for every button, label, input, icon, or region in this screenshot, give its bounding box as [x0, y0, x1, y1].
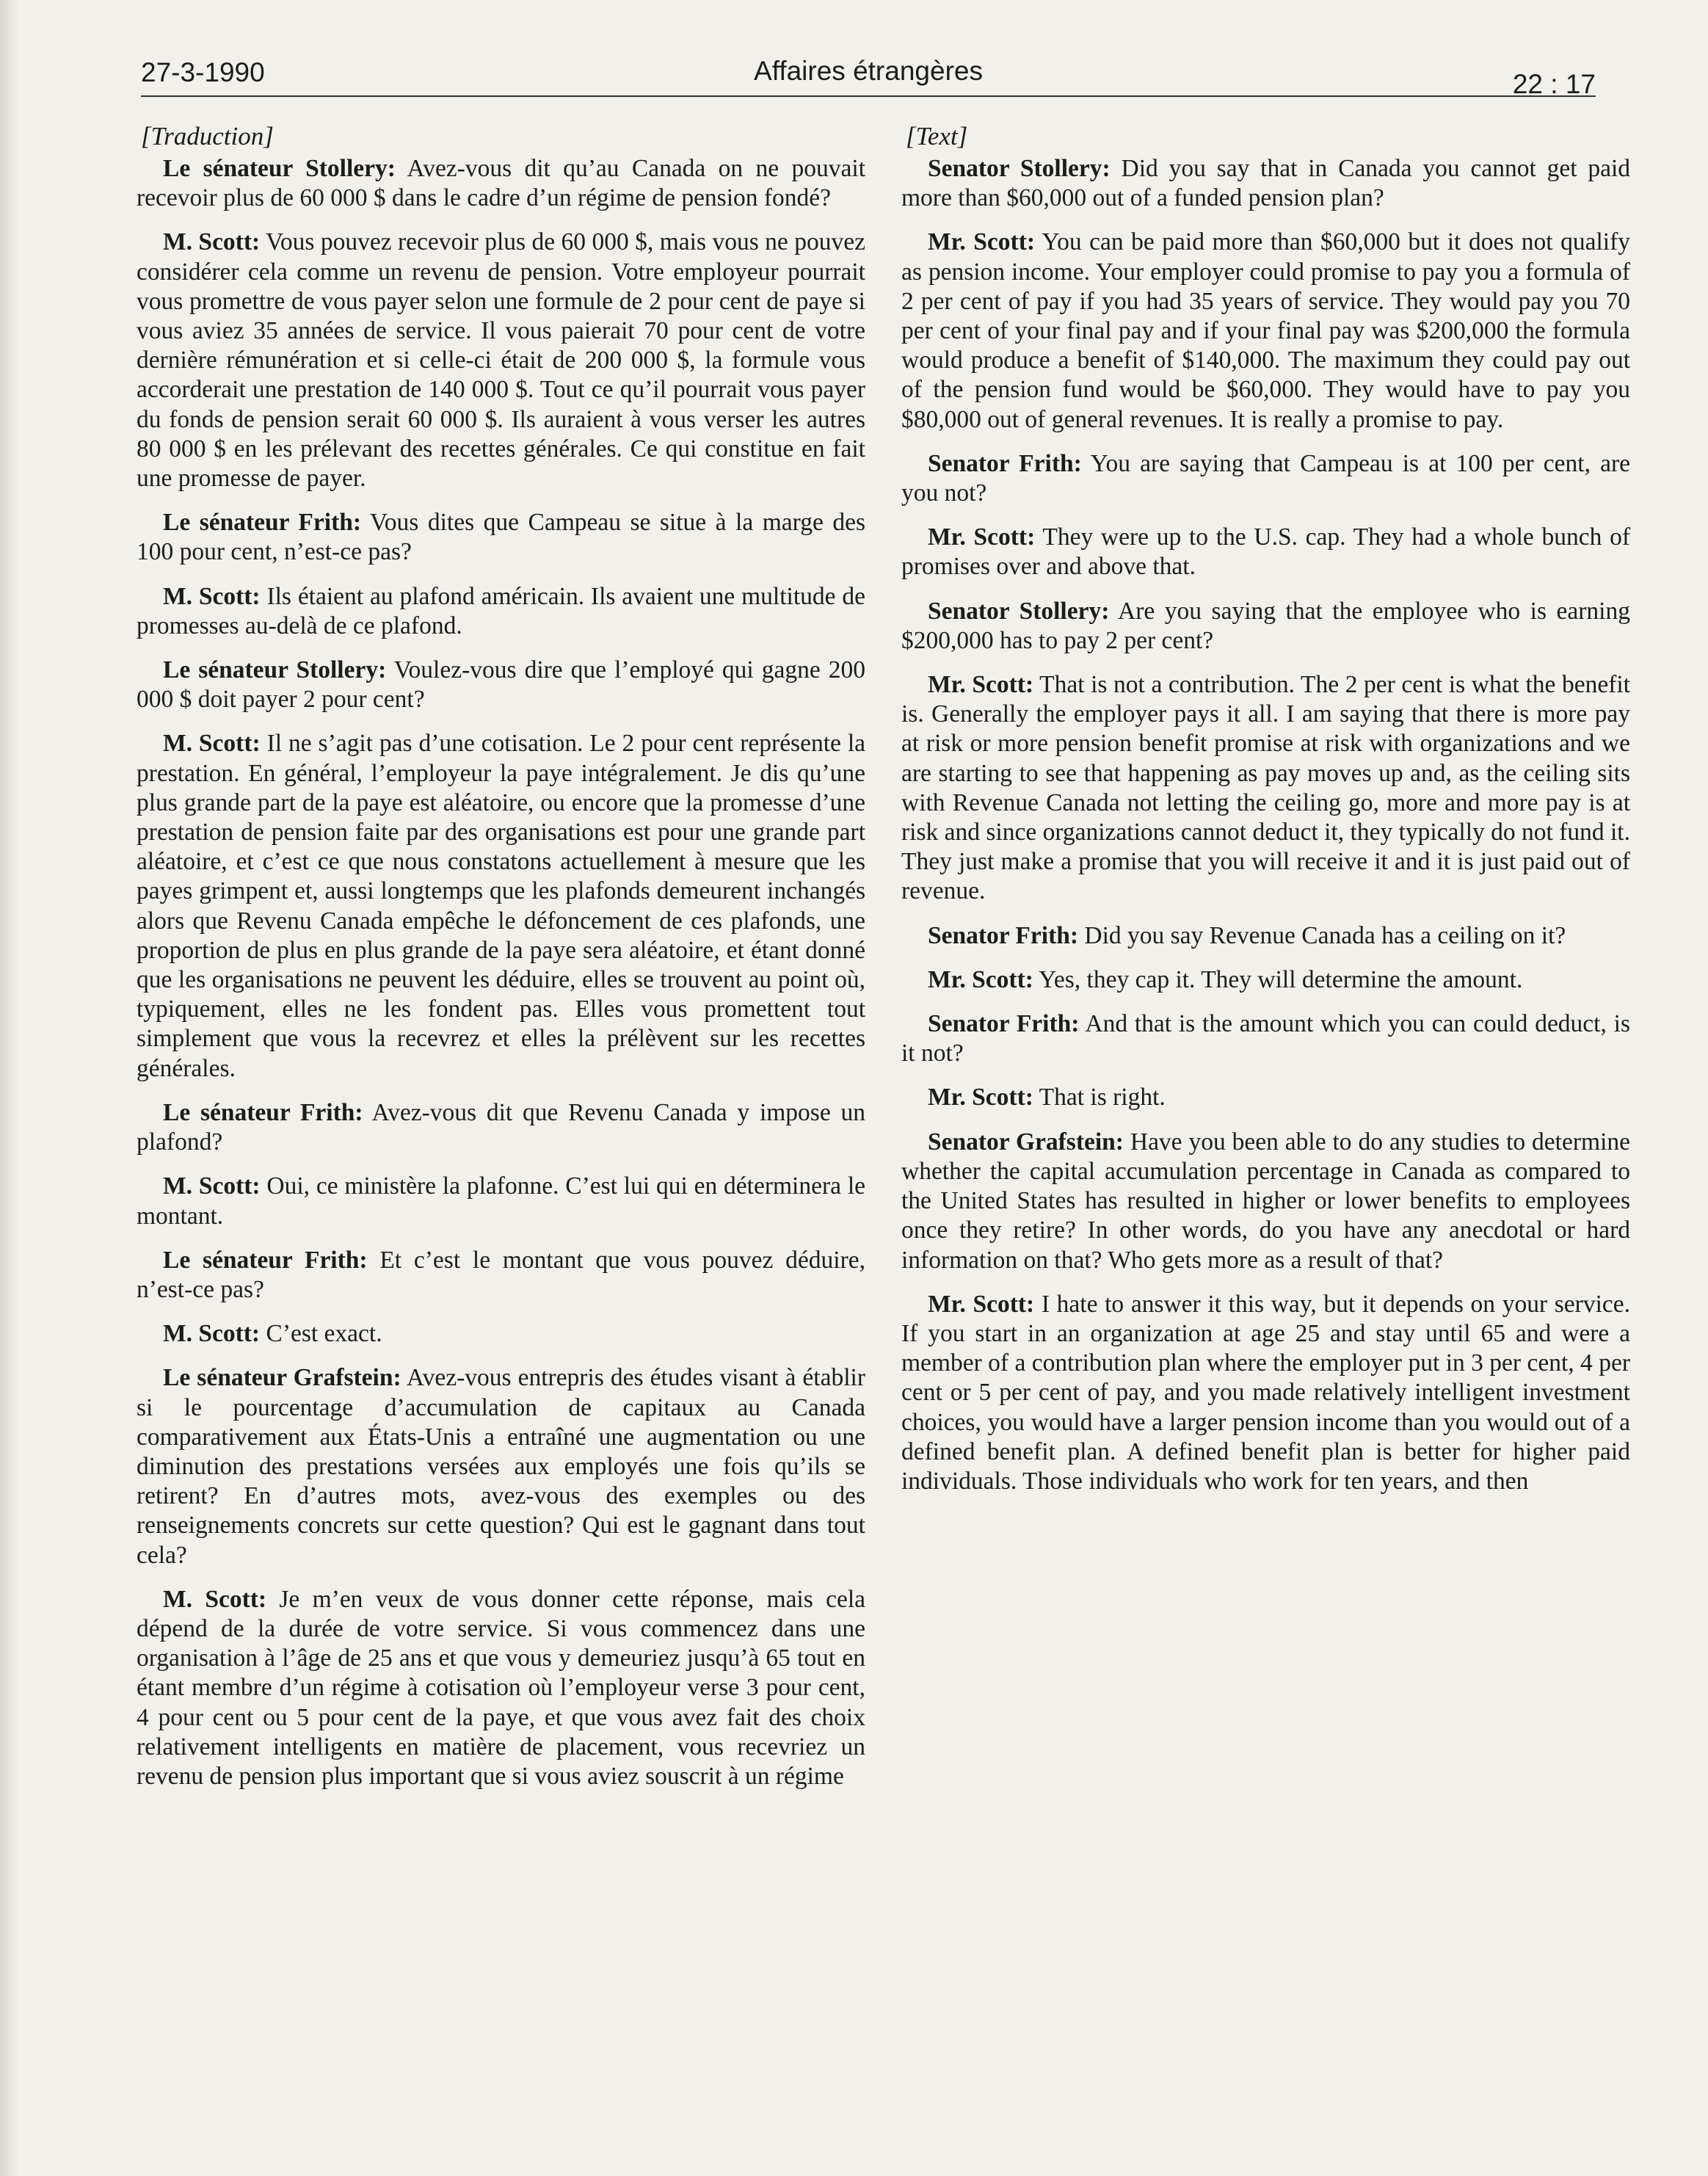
speaker-name: Mr. Scott: [928, 1084, 1033, 1111]
speaker-name: M. Scott: [163, 730, 261, 758]
speech-text: Vous pouvez recevoir plus de 60 000 $, mais vous ne pouvez considérer cela comme un revenu de pension. Votre employeur pourrait vous promettre de vous payer selon une formule de 2 pour cent de paye si vous aviez 35 années de service. Il vous paierait 70 pour cent de votre dernière rémunération et si celle-ci était de 200 000 $, la formule vous accorderait une prestation de 140 000 $. Tout ce qu’il pourrait vous payer du fonds de pension serait 60 000 $. Ils auraient à vous verser les autres 80 000 $ en les prélevant des recettes générales. Ce qui constitue en fait une promesse de payer. [137, 228, 865, 493]
speaker-name: Senator Stollery: [928, 155, 1111, 182]
speech-paragraph [137, 154, 865, 213]
speaker-name: Senator Frith: [928, 449, 1082, 477]
speech-paragraph [901, 1290, 1630, 1496]
speech-text: That is right. [1039, 1084, 1166, 1111]
speech-paragraph [137, 1363, 865, 1570]
speaker-name: Senator Frith: [928, 1010, 1080, 1038]
speech-text: They were up to the U.S. cap. They had a whole bunch of promises over and above that. [901, 523, 1630, 581]
speaker-name: Le sénateur Stollery: [163, 155, 396, 182]
speaker-name: M. Scott: [163, 1585, 267, 1613]
speaker-name: Le sénateur Frith: [163, 1246, 368, 1274]
speaker-name: M. Scott: [163, 1320, 261, 1348]
speaker-name: Mr. Scott: [928, 1290, 1035, 1318]
speech-text: Ils étaient au plafond américain. Ils avaient une multitude de promesses au-delà de ce plafond. [137, 582, 865, 639]
speaker-name: M. Scott: [163, 582, 261, 610]
speech-paragraph [137, 1172, 865, 1230]
header-date: 27-3-1990 [141, 57, 265, 87]
speech-text: Have you been able to do any studies to determine whether the capital accumulation percentage in Canada as compared to the United States has resulted in higher or lower benefits to employees once they retire? In other words, do you have any anecdotal or hard information on that? Who gets more as a result of that? [901, 1128, 1630, 1274]
french-paragraphs [137, 154, 865, 1791]
speech-paragraph [901, 1128, 1630, 1275]
speech-text: Did you say Revenue Canada has a ceiling on it? [1084, 921, 1566, 949]
page-edge-shadow [0, 0, 19, 2176]
speech-text: I hate to answer it this way, but it depends on your service. If you start in an organization at age 25 and stay until 65 and were a member of a contribution plan where the employer put in 3 per cent, 4 per cent or 5 per cent of pay, and you made relatively intelligent investment choices, you would have a larger pension income than you would out of a defined benefit plan. A defined benefit plan is better for higher paid individuals. Those individuals who work for ten years, and then [901, 1290, 1631, 1495]
speech-paragraph [137, 1319, 865, 1349]
page-header [141, 43, 1596, 97]
speech-paragraph [137, 1098, 865, 1157]
speech-text: Il ne s’agit pas d’une cotisation. Le 2 pour cent représente la prestation. En général, l’employeur la paye intégralement. Je dis qu’une plus grande part de la paye est aléatoire, ou encore que la promesse d’une prestation de pension faite par des organisations est pour une grande part aléatoire, et c’est ce que nous constatons actuellement à mesure que les payes grimpent et, aussi longtemps que les plafonds demeurent inchangés alors que Revenu Canada empêche le défoncement de ces plafonds, une proportion de plus en plus grande de la paye sera aléatoire, et étant donné que les organisations ne peuvent les déduire, elles se trouvent au point où, typiquement, elles ne les fondent pas. Elles vous promettent tout simplement que vous la recevrez et elles la prélèvent sur les recettes générales. [137, 730, 865, 1082]
speech-paragraph [901, 1009, 1630, 1068]
speech-paragraph [901, 228, 1630, 434]
speech-paragraph [901, 670, 1630, 907]
speaker-name: Mr. Scott: [928, 523, 1036, 551]
speech-text: Yes, they cap it. They will determine the amount. [1039, 965, 1523, 993]
speech-paragraph [137, 1246, 865, 1305]
speaker-name: Mr. Scott: [928, 965, 1033, 993]
text-label: [Text] [906, 122, 968, 150]
speech-text: Are you saying that the employee who is earning $200,000 has to pay 2 per cent? [901, 597, 1630, 654]
speech-paragraph [901, 597, 1630, 656]
speech-paragraph [137, 729, 865, 1083]
speech-paragraph [901, 154, 1630, 213]
speech-paragraph [137, 582, 865, 641]
french-column [137, 122, 865, 1806]
speaker-name: Senator Stollery: [928, 597, 1110, 625]
speech-text: And that is the amount which you can could deduct, is it not? [901, 1010, 1630, 1067]
speech-paragraph [137, 656, 865, 714]
speech-paragraph [901, 523, 1630, 581]
speaker-name: Senator Grafstein: [928, 1128, 1124, 1156]
speaker-name: M. Scott: [163, 1172, 261, 1200]
header-title: Affaires étrangères [754, 56, 983, 86]
speech-paragraph [901, 921, 1630, 951]
speech-paragraph [137, 1585, 865, 1791]
speech-paragraph [137, 508, 865, 567]
speaker-name: Le sénateur Frith: [163, 1098, 363, 1126]
speech-text: Vous dites que Campeau se situe à la marge des 100 pour cent, n’est-ce pas? [137, 509, 865, 566]
speech-text: Je m’en veux de vous donner cette réponse, mais cela dépend de la durée de votre service. Si vous commencez dans une organisation à l’âge de 25 ans et que vous y demeuriez jusqu’à 65 tout en étant membre d’un régime à cotisation où l’employeur verse 3 pour cent, 4 pour cent ou 5 pour cent de la paye, et que vous avez fait des choix relativement intelligents en matière de placement, vous recevriez un revenu de pension plus important que si vous aviez souscrit à un régime [137, 1585, 866, 1790]
speech-text: Voulez-vous dire que l’employé qui gagne 200 000 $ doit payer 2 pour cent? [137, 656, 865, 714]
english-paragraphs [901, 154, 1630, 1496]
speech-paragraph [901, 965, 1630, 995]
speech-text: C’est exact. [266, 1320, 382, 1348]
english-column [901, 122, 1630, 1511]
speaker-name: Le sénateur Frith: [163, 509, 362, 537]
speaker-name: Senator Frith: [928, 921, 1079, 949]
speech-text: Oui, ce ministère la plafonne. C’est lui qui en déterminera le montant. [137, 1172, 866, 1230]
speech-text: That is not a contribution. The 2 per cent is what the benefit is. Generally the employer pays it all. I am saying that there is more pay at risk or more pension benefit promise at risk with organizations and we are starting to see that happening as pay moves up and, as the ceiling sits with Revenue Canada not letting the ceiling go, more and more pay is at risk and since organizations cannot deduct it, they typically do not fund it. They just make a promise that you will receive it and it is just paid out of revenue. [901, 671, 1630, 905]
speech-text: Et c’est le montant que vous pouvez déduire, n’est-ce pas? [137, 1246, 865, 1303]
speaker-name: Le sénateur Stollery: [163, 656, 387, 684]
speaker-name: M. Scott: [163, 228, 261, 256]
speech-paragraph [901, 449, 1630, 508]
speech-text: You are saying that Campeau is at 100 per cent, are you not? [901, 449, 1630, 507]
speech-paragraph [137, 228, 865, 493]
speech-paragraph [901, 1083, 1630, 1112]
speech-text: Did you say that in Canada you cannot get paid more than $60,000 out of a funded pension plan? [901, 155, 1631, 212]
speech-text: Avez-vous dit que Revenu Canada y impose un plafond? [137, 1098, 865, 1156]
speech-text: Avez-vous dit qu’au Canada on ne pouvait recevoir plus de 60 000 $ dans le cadre d’un régime de pension fondé? [137, 155, 866, 212]
translation-label: [Traduction] [141, 122, 274, 150]
speech-text: You can be paid more than $60,000 but it does not qualify as pension income. Your employer could promise to pay you a formula of 2 per cent of pay if you had 35 years of service. They would pay you 70 per cent of your final pay and if your final pay was $200,000 the formula would produce a benefit of $140,000. The maximum they could pay out of the pension fund would be $60,000. They would have to pay you $80,000 out of general revenues. It is really a promise to pay. [901, 228, 1631, 433]
speaker-name: Mr. Scott: [928, 671, 1034, 699]
header-page-number: 22 : 17 [1512, 69, 1596, 99]
speaker-name: Mr. Scott: [928, 228, 1036, 256]
speech-text: Avez-vous entrepris des études visant à établir si le pourcentage d’accumulation de capitaux au Canada comparativement aux États-Unis a entraîné une augmentation ou une diminution des prestations versées aux employés une fois qu’ils se retirent? En d’autres mots, avez-vous des exemples ou des renseignements concrets sur cette question? Qui est le gagnant dans tout cela? [137, 1364, 865, 1569]
speaker-name: Le sénateur Grafstein: [163, 1364, 401, 1392]
